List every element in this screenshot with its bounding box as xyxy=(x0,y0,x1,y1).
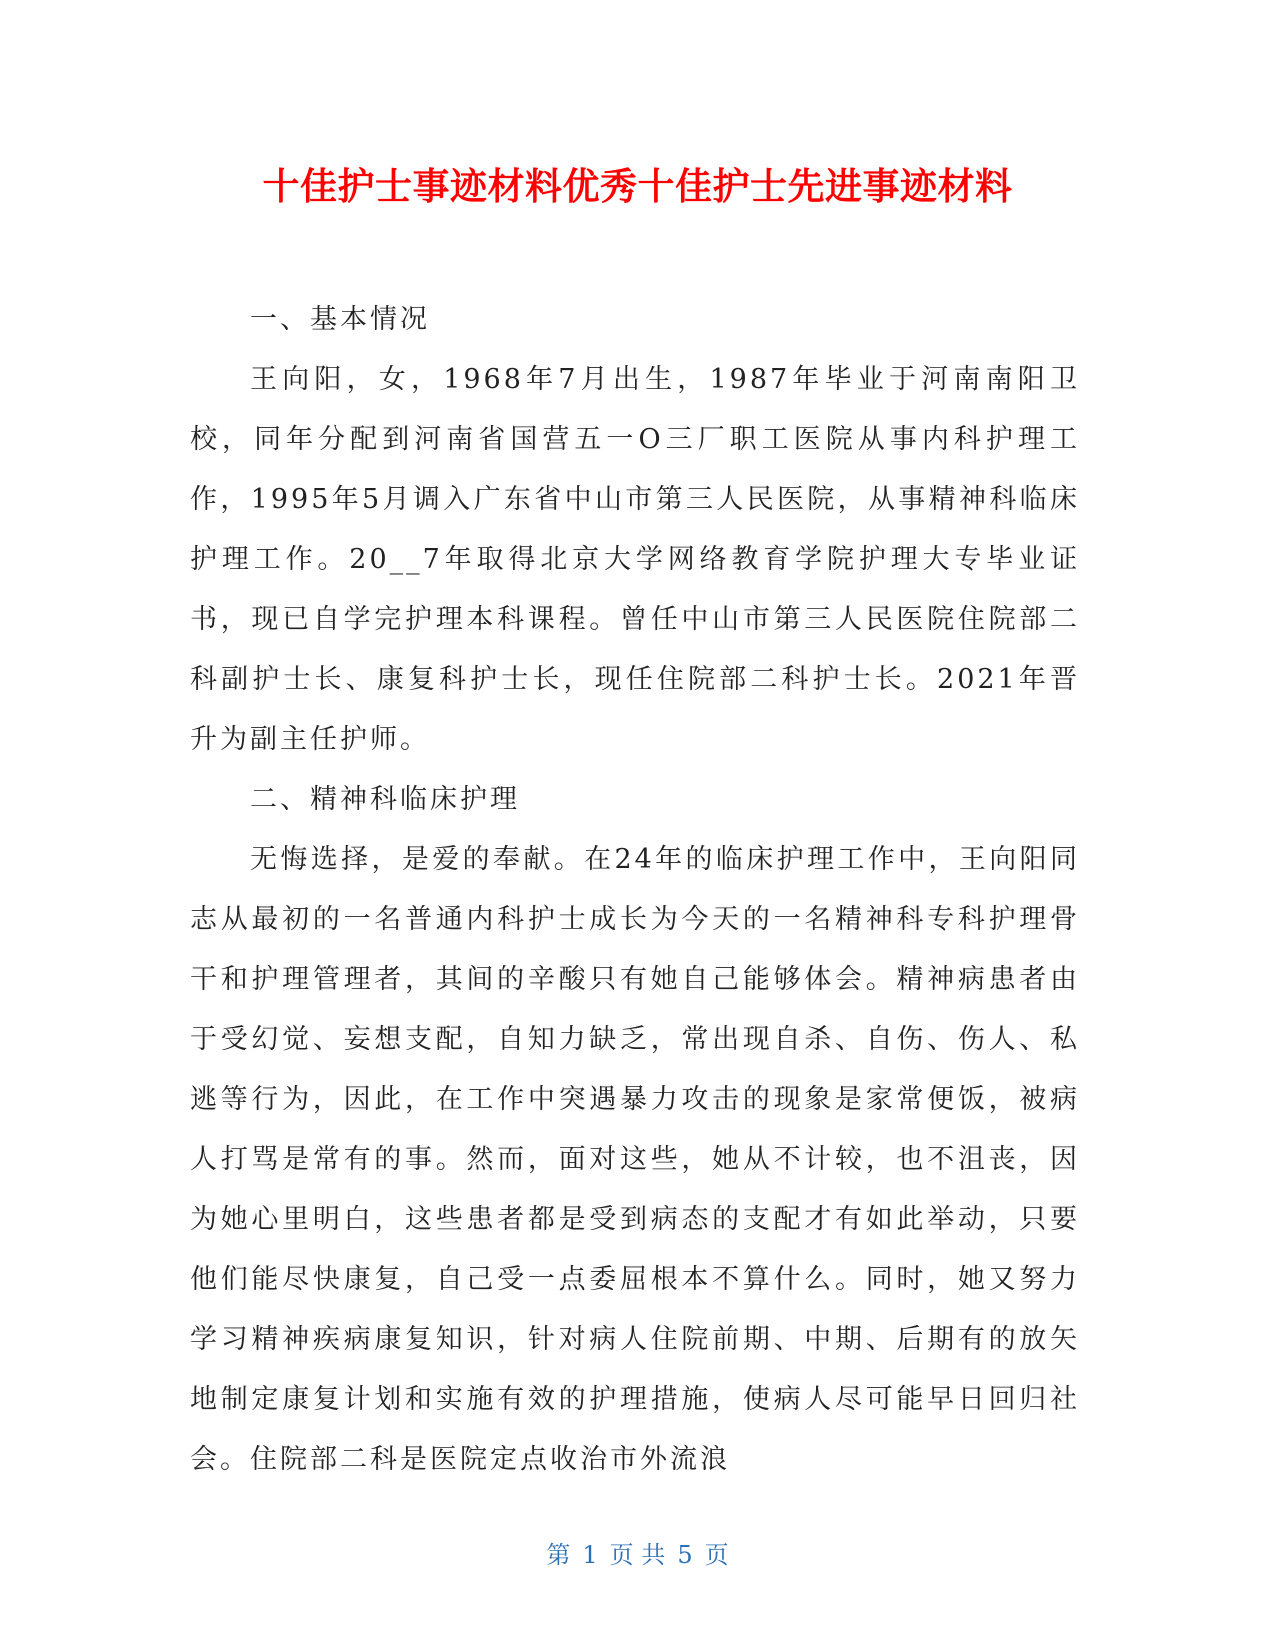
paragraph-clinical-nursing: 无悔选择，是爱的奉献。在24年的临床护理工作中，王向阳同志从最初的一名普通内科护士成长为今天的一名精神科专科护理骨干和护理管理者，其间的辛酸只有她自己能够体会。精神病患者由于受幻觉、妄想支配，自知力缺乏，常出现自杀、自伤、伤人、私逃等行为，因此，在工作中突遇暴力攻击的现象是家常便饭，被病人打骂是常有的事。然而，面对这些，她从不计较，也不沮丧，因为她心里明白，这些患者都是受到病态的支配才有如此举动，只要他们能尽快康复，自己受一点委屈根本不算什么。同时，她又努力学习精神疾病康复知识，针对病人住院前期、中期、后期有的放矢地制定康复计划和实施有效的护理措施，使病人尽可能早日回归社会。住院部二科是医院定点收治市外流浪 xyxy=(190,844,1080,1475)
page-footer xyxy=(0,1540,1275,1570)
section-heading-clinical-nursing: 二、精神科临床护理 xyxy=(250,784,520,815)
page-label-mid: 页 共 xyxy=(609,1541,666,1569)
document-body xyxy=(190,290,1080,1490)
page-label-prefix: 第 xyxy=(546,1541,571,1569)
total-pages-number: 5 xyxy=(677,1541,693,1569)
current-page-number: 1 xyxy=(582,1541,598,1569)
section-heading-basic-info: 一、基本情况 xyxy=(250,304,430,335)
document-title: 十佳护士事迹材料优秀十佳护士先进事迹材料 xyxy=(262,165,1013,208)
page-label-suffix: 页 xyxy=(704,1541,729,1569)
paragraph-basic-info: 王向阳，女，1968年7月出生，1987年毕业于河南南阳卫校，同年分配到河南省国营五一O三厂职工医院从事内科护理工作，1995年5月调入广东省中山市第三人民医院，从事精神科临床护理工作。20__7年取得北京大学网络教育学院护理大专毕业证书，现已自学完护理本科课程。曾任中山市第三人民医院住院部二科副护士长、康复科护士长，现任住院部二科护士长。2021年晋升为副主任护师。 xyxy=(190,364,1080,755)
